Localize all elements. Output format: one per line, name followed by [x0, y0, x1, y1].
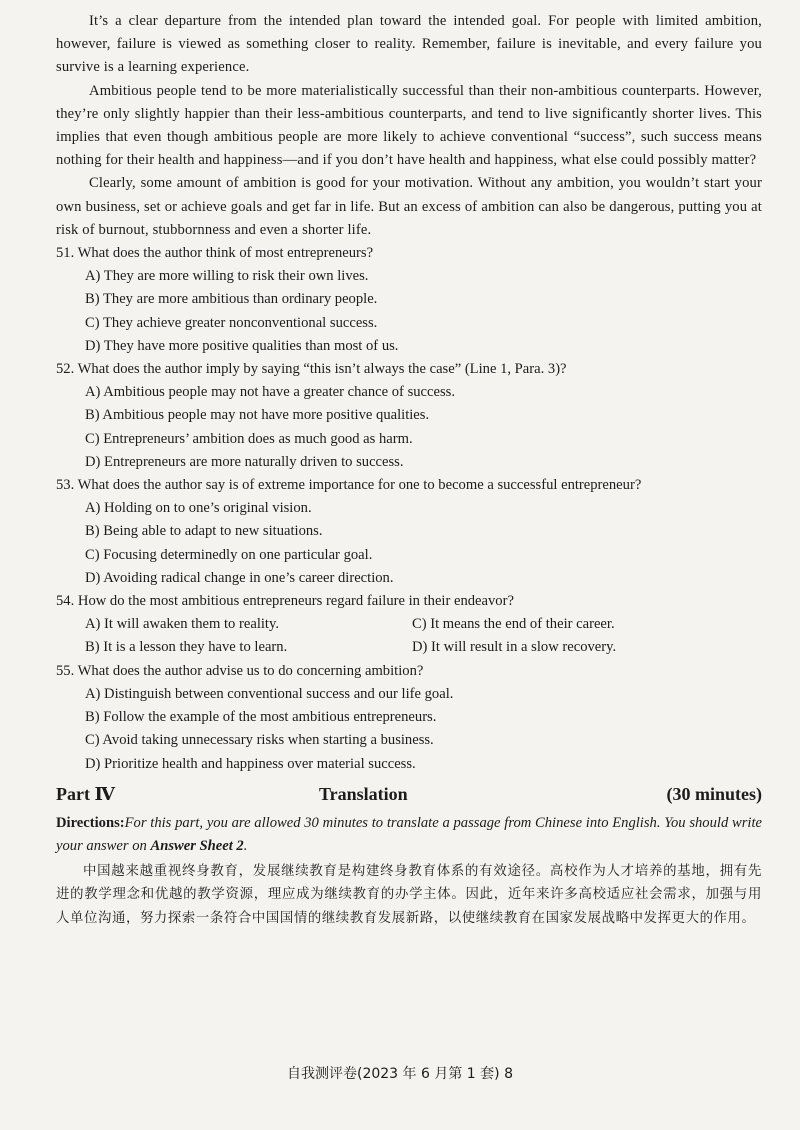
option-c: C) It means the end of their career.	[412, 616, 615, 633]
exam-page	[56, 10, 762, 930]
option-c: C) Avoid taking unnecessary risks when starting a business.	[85, 732, 434, 749]
part-header	[56, 778, 762, 812]
question-51	[56, 242, 762, 358]
option-a: A) Distinguish between conventional success and our life goal.	[85, 685, 454, 702]
option-d: D) Prioritize health and happiness over material success.	[85, 755, 416, 772]
passage-paragraph: It’s a clear departure from the intended plan toward the intended goal. For people with limited ambition, however, failure is viewed as something closer to reality. Remember, failure is inevitable, and every failure you survive is a learning experience.	[56, 13, 762, 76]
question-stem: How do the most ambitious entrepreneurs regard failure in their endeavor?	[77, 593, 514, 610]
option-d: D) Avoiding radical change in one’s career direction.	[85, 569, 394, 586]
directions-end: .	[243, 837, 248, 854]
question-54	[56, 590, 762, 660]
question-stem: What does the author say is of extreme importance for one to become a successful entrepreneur?	[77, 477, 642, 494]
question-stem: What does the author think of most entrepreneurs?	[77, 245, 374, 262]
question-number: 53.	[56, 477, 75, 494]
option-d: D) Entrepreneurs are more naturally driven to success.	[85, 453, 404, 470]
passage-paragraph: Ambitious people tend to be more materialistically successful than their non-ambitious counterparts. However, they’re only slightly happier than their less-ambitious counterparts, and tend to live significantly shorter lives. This implies that even though ambitious people are more likely to achieve conventional “success”, such success means nothing for their health and happiness—and if you don’t have health and happiness, what else could possibly matter?	[56, 82, 762, 169]
question-55	[56, 660, 762, 776]
question-number: 54.	[56, 593, 75, 610]
option-c: C) Entrepreneurs’ ambition does as much good as harm.	[85, 430, 413, 447]
option-a: A) Ambitious people may not have a greater chance of success.	[85, 384, 455, 401]
option-a: A) Holding on to one’s original vision.	[85, 500, 312, 517]
page-footer: 自我测评卷(2023 年 6 月第 1 套) 8	[287, 1066, 513, 1082]
option-b: B) Ambitious people may not have more positive qualities.	[85, 407, 430, 424]
answer-sheet-ref: Answer Sheet 2	[150, 837, 244, 854]
option-b: B) Being able to adapt to new situations.	[85, 523, 323, 540]
option-c: C) Focusing determinedly on one particular goal.	[85, 546, 373, 563]
option-d: D) It will result in a slow recovery.	[412, 639, 617, 656]
option-grid	[56, 613, 762, 659]
directions	[56, 812, 762, 858]
question-52	[56, 358, 762, 474]
part-time: (30 minutes)	[666, 783, 762, 804]
question-number: 55.	[56, 662, 75, 679]
part-label: Part Ⅳ	[56, 783, 115, 804]
question-53	[56, 474, 762, 590]
passage-paragraph: Clearly, some amount of ambition is good for your motivation. Without any ambition, you wouldn’t start your own business, set or achieve goals and get far in life. But an excess of ambition can also be dangerous, putting you at risk of burnout, stubbornness and even a shorter life.	[56, 175, 762, 238]
directions-text: For this part, you are allowed 30 minutes to translate a passage from Chinese into English. You should write your answer on	[56, 814, 762, 854]
question-number: 51.	[56, 245, 75, 262]
question-stem: What does the author imply by saying “this isn’t always the case” (Line 1, Para. 3)?	[77, 361, 567, 378]
option-a: A) It will awaken them to reality.	[85, 616, 279, 633]
directions-label: Directions:	[56, 814, 125, 831]
option-b: B) It is a lesson they have to learn.	[85, 639, 288, 656]
option-b: B) Follow the example of the most ambitious entrepreneurs.	[85, 709, 437, 726]
option-d: D) They have more positive qualities than most of us.	[85, 337, 399, 354]
option-b: B) They are more ambitious than ordinary people.	[85, 291, 378, 308]
question-number: 52.	[56, 361, 75, 378]
option-a: A) They are more willing to risk their own lives.	[85, 268, 369, 285]
option-c: C) They achieve greater nonconventional success.	[85, 314, 378, 331]
part-title: Translation	[319, 783, 408, 804]
question-stem: What does the author advise us to do concerning ambition?	[77, 662, 424, 679]
chinese-passage: 中国越来越重视终身教育，发展继续教育是构建终身教育体系的有效途径。高校作为人才培养的基地，拥有先进的教学理念和优越的教学资源，理应成为继续教育的办学主体。因此，近年来许多高校适应社会需求，加强与用人单位沟通，努力探索一条符合中国国情的继续教育发展新路，以使继续教育在国家发展战略中发挥更大的作用。	[56, 863, 762, 926]
